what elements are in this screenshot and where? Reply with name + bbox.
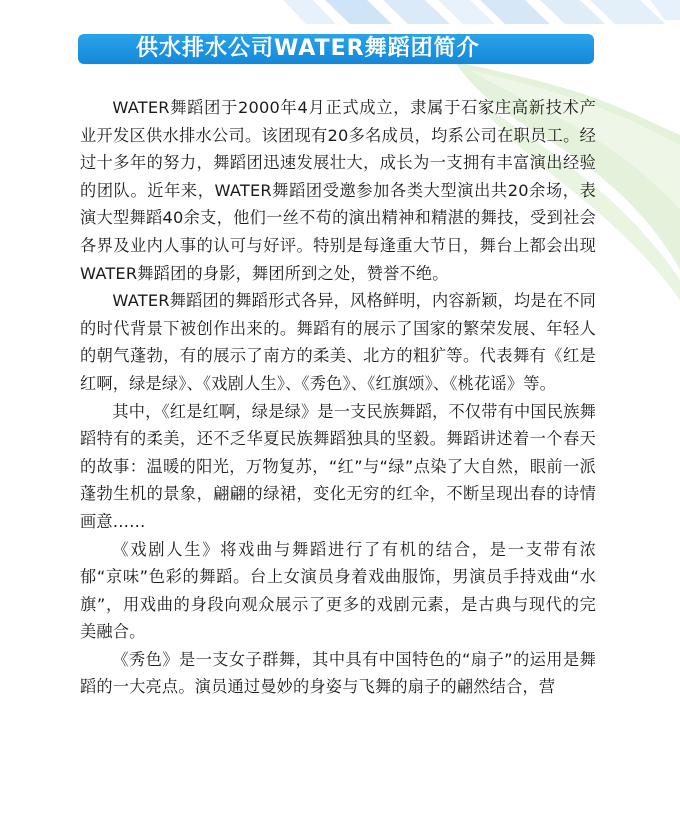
paragraph: WATER舞蹈团的舞蹈形式各异，风格鲜明，内容新颖，均是在不同的时代背景下被创作出来的。舞蹈有的展示了国家的繁荣发展、年轻人的朝气蓬勃，有的展示了南方的柔美、北方的粗犷等。代表舞有《红是红啊，绿是绿》、《戏剧人生》、《秀色》、《红旗颂》、《桃花谣》等。 bbox=[80, 291, 596, 393]
article-body bbox=[80, 94, 596, 701]
paragraph: 《秀色》是一支女子群舞，其中具有中国特色的“扇子”的运用是舞蹈的一大亮点。演员通过曼妙的身姿与飞舞的扇子的翩然结合，营 bbox=[80, 649, 596, 697]
paragraph: WATER舞蹈团于2000年4月正式成立，隶属于石家庄高新技术产业开发区供水排水公司。该团现有20多名成员，均系公司在职员工。经过十多年的努力，舞蹈团迅速发展壮大，成长为一支拥有丰富演出经验的团队。近年来，WATER舞蹈团受邀参加各类大型演出共20余场，表演大型舞蹈40余支，他们一丝不苟的演出精神和精湛的舞技，受到社会各界及业内人事的认可与好评。特别是每逢重大节日，舞台上都会出现WATER舞蹈团的身影，舞团所到之处，赞誉不绝。 bbox=[80, 98, 596, 283]
paragraph: 《戏剧人生》将戏曲与舞蹈进行了有机的结合，是一支带有浓郁“京味”色彩的舞蹈。台上女演员身着戏曲服饰，男演员手持戏曲“水旗”，用戏曲的身段向观众展示了更多的戏剧元素，是古典与现代的完美融合。 bbox=[80, 539, 596, 642]
page-title: 供水排水公司WATER舞蹈团简介 bbox=[136, 36, 480, 61]
paragraph: 其中，《红是红啊，绿是绿》是一支民族舞蹈，不仅带有中国民族舞蹈特有的柔美，还不乏华夏民族舞蹈独具的坚毅。舞蹈讲述着一个春天的故事：温暖的阳光，万物复苏，“红”与“绿”点染了大自然，眼前一派蓬勃生机的景象，翩翩的绿裙，变化无穷的红伞，不断呈现出春的诗情画意…… bbox=[80, 401, 596, 531]
top-right-stripes bbox=[283, 0, 680, 24]
title-banner bbox=[78, 34, 594, 64]
